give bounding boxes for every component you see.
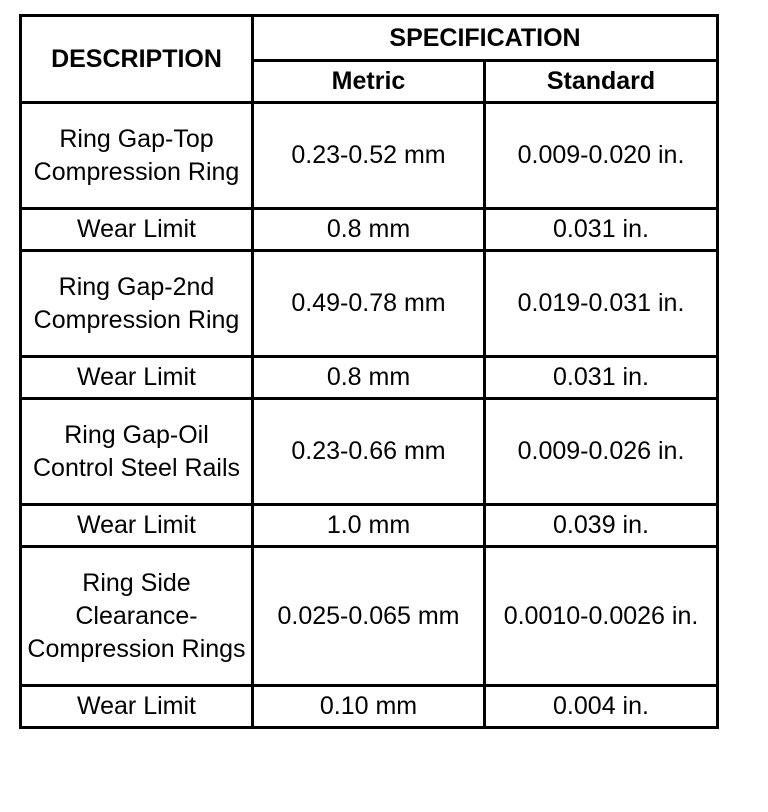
metric-header: Metric	[253, 61, 485, 103]
wear-limit-standard: 0.004 in.	[485, 686, 718, 728]
wear-limit-row	[21, 357, 718, 399]
wear-limit-metric: 0.8 mm	[253, 357, 485, 399]
row-description: Ring Gap-2nd Compression Ring	[21, 251, 253, 357]
standard-value: 0.009-0.020 in.	[485, 103, 718, 209]
specification-table	[19, 14, 719, 729]
metric-value: 0.23-0.66 mm	[253, 399, 485, 505]
wear-limit-standard: 0.039 in.	[485, 505, 718, 547]
wear-limit-row	[21, 505, 718, 547]
description-header: DESCRIPTION	[21, 16, 253, 103]
table-row	[21, 399, 718, 505]
wear-limit-standard: 0.031 in.	[485, 357, 718, 399]
standard-header: Standard	[485, 61, 718, 103]
wear-limit-standard: 0.031 in.	[485, 209, 718, 251]
row-description: Ring Gap-Oil Control Steel Rails	[21, 399, 253, 505]
wear-limit-row	[21, 209, 718, 251]
wear-limit-label: Wear Limit	[21, 209, 253, 251]
header-row	[21, 16, 718, 61]
standard-value: 0.019-0.031 in.	[485, 251, 718, 357]
row-description: Ring Gap-Top Compression Ring	[21, 103, 253, 209]
metric-value: 0.23-0.52 mm	[253, 103, 485, 209]
standard-value: 0.009-0.026 in.	[485, 399, 718, 505]
table-row	[21, 103, 718, 209]
row-description: Ring Side Clearance-Compression Rings	[21, 547, 253, 686]
wear-limit-label: Wear Limit	[21, 686, 253, 728]
table-row	[21, 251, 718, 357]
table-row	[21, 547, 718, 686]
wear-limit-metric: 0.8 mm	[253, 209, 485, 251]
wear-limit-label: Wear Limit	[21, 357, 253, 399]
metric-value: 0.49-0.78 mm	[253, 251, 485, 357]
metric-value: 0.025-0.065 mm	[253, 547, 485, 686]
specification-header: SPECIFICATION	[253, 16, 718, 61]
wear-limit-metric: 0.10 mm	[253, 686, 485, 728]
wear-limit-label: Wear Limit	[21, 505, 253, 547]
wear-limit-metric: 1.0 mm	[253, 505, 485, 547]
wear-limit-row	[21, 686, 718, 728]
standard-value: 0.0010-0.0026 in.	[485, 547, 718, 686]
